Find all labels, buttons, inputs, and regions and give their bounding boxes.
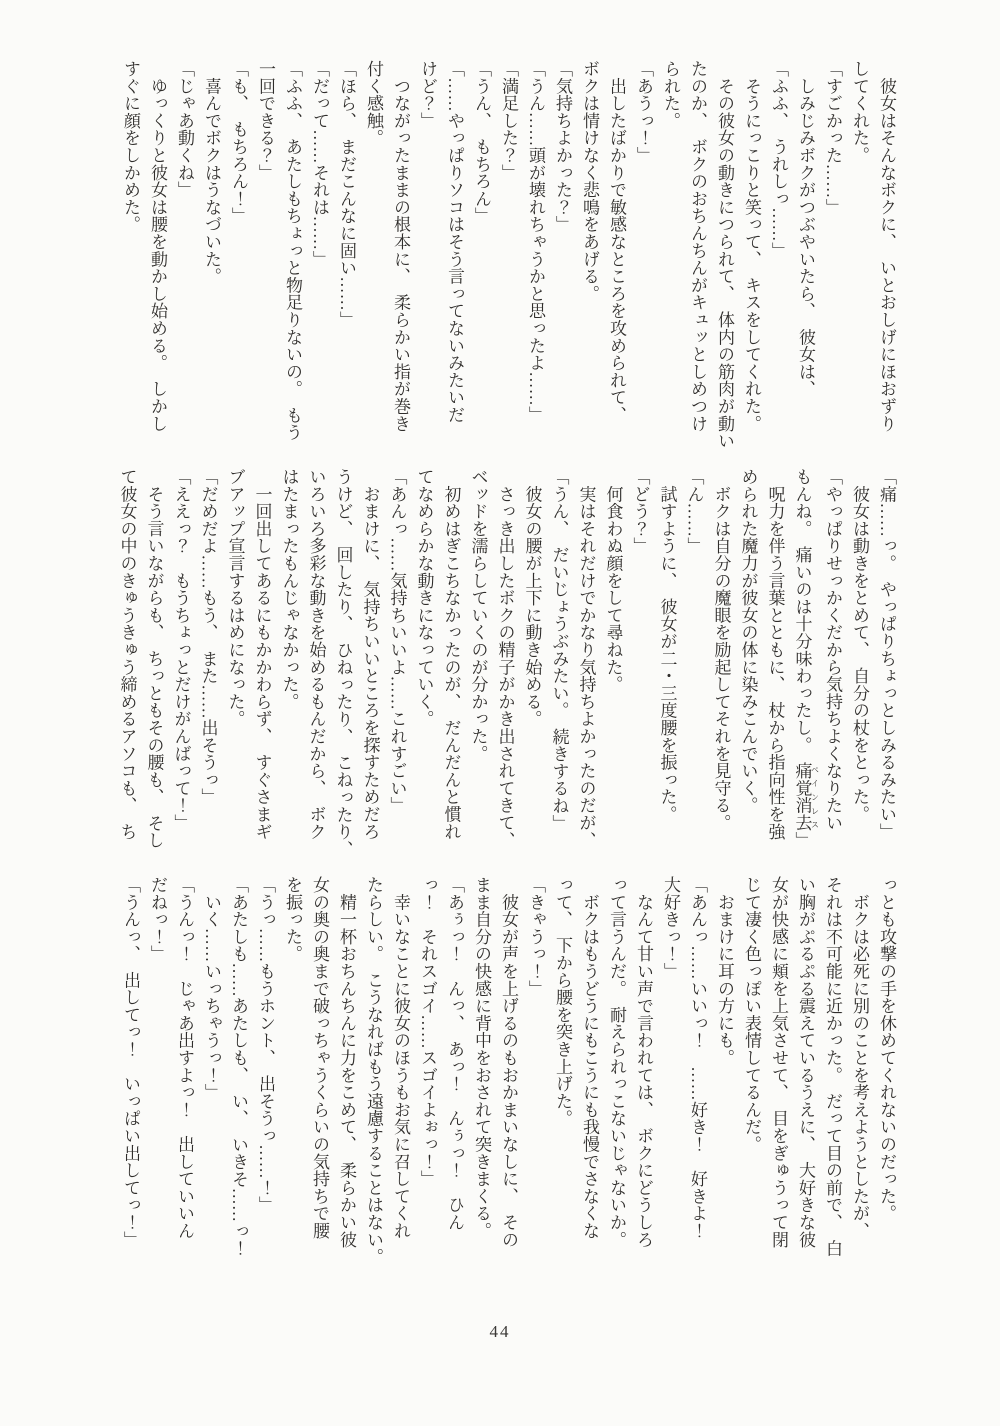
text-column: 一回出してあるにもかかわらず、 すぐさまギ (252, 468, 272, 841)
text-column: 「あんっ……気持ちいいよ……これすごい」 (387, 468, 407, 814)
text-column: さっき出したボクの精子がかき出されてきて、 (495, 468, 515, 849)
text-column: 「満足した？」 (499, 60, 518, 182)
text-column: してくれた。 (850, 60, 869, 164)
text-band-bottom (117, 876, 900, 1284)
text-column: 「だめだよ……もう、 また……出そうっ」 (198, 468, 218, 806)
text-column: ボクは自分の魔眼を励起してそれを見守る。 (711, 468, 731, 832)
text-column: 「あぅっ！ んっ、 あっ！ んぅっ！ ひん (445, 876, 464, 1231)
text-column: 「すごかった……」 (823, 60, 842, 216)
text-column: って、 下から腰を突き上げた。 (553, 876, 572, 1127)
text-column: なんて甘い声で言われては、 ボクにどうしろ (634, 876, 653, 1249)
text-column: 「きゃうっ！」 (526, 876, 545, 998)
text-column: おまけに耳の方にも。 (715, 876, 734, 1067)
text-column: ゆっくりと彼女は腰を動かし始める。 しかし (148, 60, 167, 433)
text-column: しみじみボクがつぶやいたら、 彼女は、 (796, 60, 815, 398)
text-column: うけど、 回したり、 ひねったり、 こねったり、 (333, 468, 353, 858)
ruby-annotation: 痛覚消去 ペインレス (792, 762, 820, 832)
text-column: って言うんだ。 耐えられっこないじゃないか。 (607, 876, 626, 1249)
text-column: 彼女の腰が上下に動き始める。 (522, 468, 542, 728)
text-column: 精一杯おちんちんに力をこめて、 柔らかい彼 (337, 876, 356, 1249)
text-column: られた。 (661, 60, 680, 130)
text-column: 「ほら、 まだこんなに固い……」 (337, 60, 356, 329)
page-number: 44 (489, 1322, 511, 1341)
text-column: そうにっこりと笑って、 キスをしてくれた。 (742, 60, 761, 433)
text-column: 女の奥の奥まで破っちゃうくらいの気持ちで腰 (310, 876, 329, 1240)
text-column: ブアップ宣言するはめになった。 (225, 468, 245, 728)
text-column: つながったままの根本に、 柔らかい指が巻き (391, 60, 410, 433)
text-column: けど？」 (418, 60, 437, 130)
text-column: たらしい。 こうなればもう遠慮することはない。 (364, 876, 383, 1266)
text-column: もんね。 痛いのは十分味わったし。 痛覚消去 ペインレス」 (792, 468, 820, 849)
text-column: ボクはもうどうにもこうにも我慢でさなくな (580, 876, 599, 1240)
text-column: 「気持ちよかった？」 (553, 60, 572, 233)
text-column: 「ん……」 (684, 468, 704, 555)
text-column: 「あんっ……いいっ！ ……好き！ 好きよ！ (688, 876, 707, 1240)
text-band-top (117, 60, 900, 452)
text-column: はたまったもんじゃなかった。 (279, 468, 299, 711)
text-column: 「うんっ、 出してっ！ いっぱい出してっ！」 (121, 876, 140, 1249)
text-band-middle (114, 468, 901, 860)
text-column: 「だって……それは……」 (310, 60, 329, 268)
text-column: 実はそれだけでかなり気持ちよかったのだが、 (576, 468, 596, 849)
text-column: っとも攻撃の手を休めてくれないのだった。 (877, 876, 896, 1222)
text-column: 「どう？」 (630, 468, 650, 555)
text-column: ベッドを濡らしていくのが分かった。 (468, 468, 488, 763)
text-column: まま自分の快感に背中をおされて突きまくる。 (472, 876, 491, 1240)
text-column: い胸がぷるぷる震えているうえに、 大好きな彼 (796, 876, 815, 1249)
text-column: じて凄く色っぽい表情してるんだ。 (742, 876, 761, 1153)
text-column: 「うん……頭が壊れちゃうかと思ったよ……」 (526, 60, 545, 424)
text-column: 出したばかりで敏感なところを攻められて、 (607, 60, 626, 424)
text-column: いく……いっちゃうっ！」 (202, 876, 221, 1101)
text-column: 「……やっぱりソコはそう言ってないみたいだ (445, 60, 464, 424)
text-column: 呪力を伴う言葉とともに、 杖から指向性を強 (765, 468, 785, 841)
text-column: 付く感触。 (364, 60, 383, 147)
text-column: ボクは情けなく悲鳴をあげる。 (580, 60, 599, 303)
text-column: 試すように、 彼女が二・三度腰を振った。 (657, 468, 677, 823)
text-column: 「あうっ！」 (634, 60, 653, 164)
text-column: 「うっ……もうホント、 出そうっ……！」 (256, 876, 275, 1214)
text-column: められた魔力が彼女の体に染みこんでいく。 (738, 468, 758, 814)
text-column: て彼女の中のきゅうきゅう締めるアソコも、 ち (117, 468, 137, 841)
text-column: いろいろ多彩な動きを始めるもんだから、 ボク (306, 468, 326, 841)
text-column: 大好きっ！」 (661, 876, 680, 980)
text-column: 「ふふ、 あたしもちょっと物足りないの。 もう (283, 60, 302, 441)
text-column: 幸いなことに彼女のほうもお気に召してくれ (391, 876, 410, 1240)
text-column: を振った。 (283, 876, 302, 963)
text-column: たのか、 ボクのおちんちんがキュッとしめつけ (688, 60, 707, 433)
text-column: 「やっぱりせっかくだから気持ちよくなりたい (823, 468, 842, 832)
text-column: 「ええっ？ もうちょっとだけがんばって！」 (171, 468, 191, 832)
text-column: 何食わぬ顔をして尋ねた。 (603, 468, 623, 693)
text-column: その彼女の動きにつられて、 体内の筋肉が動い (715, 60, 734, 450)
text-column: 「うん、 もちろん」 (472, 60, 491, 225)
text-column: そう言いながらも、 ちっともその腰も、 そし (144, 468, 164, 849)
text-column: 「ふふ、 うれしっ……」 (769, 60, 788, 260)
text-column: 彼女が声を上げるのもおかまいなしに、 その (499, 876, 518, 1249)
text-column: すぐに顔をしかめた。 (121, 60, 140, 233)
text-column: 「あたしも……あたしも、 い、 いきそ……っ！ (229, 876, 248, 1257)
text-column: 喜んでボクはうなづいた。 (202, 60, 221, 285)
text-column: 女が快感に頬を上気させて、 目をぎゅうって閉 (769, 876, 788, 1249)
text-column: それは不可能に近かった。 だって目の前で、 白 (823, 876, 842, 1257)
text-column: 「じゃあ動くね」 (175, 60, 194, 199)
text-column: 初めはぎこちなかったのが、 だんだんと慣れ (441, 468, 461, 841)
text-column: 彼女はそんなボクに、 いとおしげにほおずり (877, 60, 896, 433)
text-column: 彼女は動きをとめて、 自分の杖をとった。 (850, 468, 869, 823)
text-column: てなめらかな動きになっていく。 (414, 468, 434, 728)
text-column: 一回できる？」 (256, 60, 275, 182)
text-column: 「も、 もちろん！」 (229, 60, 248, 225)
text-column: っ！ それスゴイ……スゴイよぉっ！」 (418, 876, 437, 1188)
text-column: ボクは必死に別のことを考えようとしたが、 (850, 876, 869, 1240)
text-column: だねっ！」 (148, 876, 167, 963)
text-column: 「うん、 だいじょうぶみたい。 続きするね」 (549, 468, 569, 832)
text-column: 「痛……っ。 やっぱりちょっとしみるみたい」 (877, 468, 896, 841)
text-column: おまけに、 気持ちいいところを探すためだろ (360, 468, 380, 841)
text-column: 「うんっ！ じゃあ出すよっ！ 出していいん (175, 876, 194, 1240)
